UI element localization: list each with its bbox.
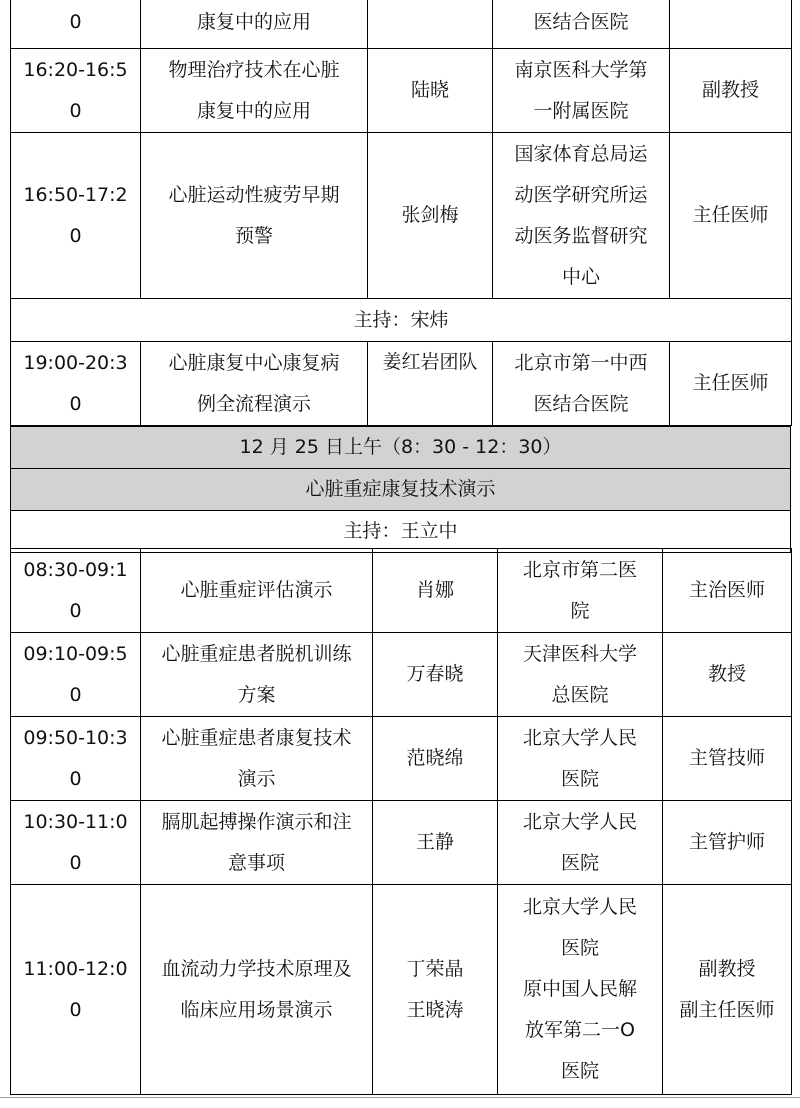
date-band xyxy=(11,427,791,469)
speaker-cell: 丁荣晶 王晓涛 xyxy=(373,885,498,1095)
moderator-cell: 主持：宋炜 xyxy=(11,299,792,342)
time-cell: 0 xyxy=(11,0,141,49)
org-cell: 天津医科大学 总医院 xyxy=(498,633,663,717)
time-cell: 08:30-09:1 0 xyxy=(11,549,141,633)
org-cell: 国家体育总局运 动医学研究所运 动医务监督研究 中心 xyxy=(493,133,670,299)
speaker-cell: 肖娜 xyxy=(373,549,498,633)
topic-cell: 心脏重症评估演示 xyxy=(141,549,373,633)
table-row xyxy=(11,549,792,633)
table-row xyxy=(11,885,792,1095)
table-row xyxy=(11,633,792,717)
org-cell: 北京市第一中西 医结合医院 xyxy=(493,342,670,426)
title-cell: 教授 xyxy=(663,633,792,717)
topic-cell: 物理治疗技术在心脏 康复中的应用 xyxy=(141,49,368,133)
time-cell: 09:10-09:5 0 xyxy=(11,633,141,717)
speaker-cell: 王静 xyxy=(373,801,498,885)
speaker-cell: 范晓绵 xyxy=(373,717,498,801)
org-cell: 北京大学人民 医院 xyxy=(498,801,663,885)
title-cell: 主管护师 xyxy=(663,801,792,885)
topic-cell: 血流动力学技术原理及 临床应用场景演示 xyxy=(141,885,373,1095)
table-row xyxy=(11,717,792,801)
table-row xyxy=(11,801,792,885)
speaker-cell: 陆晓 xyxy=(368,49,493,133)
topic-cell: 膈肌起搏操作演示和注 意事项 xyxy=(141,801,373,885)
title-cell: 副教授 副主任医师 xyxy=(663,885,792,1095)
table-row xyxy=(11,133,792,299)
topic-cell: 心脏重症患者康复技术 演示 xyxy=(141,717,373,801)
table-row xyxy=(11,342,792,426)
title-cell: 主任医师 xyxy=(670,342,792,426)
topic-cell: 心脏康复中心康复病 例全流程演示 xyxy=(141,342,368,426)
title-cell: 主任医师 xyxy=(670,133,792,299)
title-cell: 主管技师 xyxy=(663,717,792,801)
topic-cell: 心脏重症患者脱机训练 方案 xyxy=(141,633,373,717)
title-cell: 副教授 xyxy=(670,49,792,133)
topic-cell: 心脏运动性疲劳早期 预警 xyxy=(141,133,368,299)
speaker-cell: 姜红岩团队 xyxy=(368,342,493,426)
moderator-row xyxy=(11,299,792,342)
org-cell: 医结合医院 xyxy=(493,0,670,49)
time-cell: 10:30-11:0 0 xyxy=(11,801,141,885)
moderator-band xyxy=(11,511,791,553)
session-header-table xyxy=(10,426,791,553)
time-cell: 09:50-10:3 0 xyxy=(11,717,141,801)
session-band xyxy=(11,469,791,511)
table-row xyxy=(11,0,792,49)
table-row xyxy=(11,49,792,133)
org-cell: 北京市第二医 院 xyxy=(498,549,663,633)
title-cell: 主治医师 xyxy=(663,549,792,633)
org-cell: 北京大学人民 医院 原中国人民解 放军第二一O 医院 xyxy=(498,885,663,1095)
time-cell: 16:20-16:5 0 xyxy=(11,49,141,133)
speaker-cell: 张剑梅 xyxy=(368,133,493,299)
schedule-table-morning xyxy=(10,548,792,1095)
session-title-cell: 心脏重症康复技术演示 xyxy=(11,469,791,511)
time-cell: 16:50-17:2 0 xyxy=(11,133,141,299)
moderator-cell: 主持：王立中 xyxy=(11,511,791,553)
topic-cell: 康复中的应用 xyxy=(141,0,368,49)
time-cell: 19:00-20:3 0 xyxy=(11,342,141,426)
title-cell xyxy=(670,0,792,49)
speaker-cell: 万春晓 xyxy=(373,633,498,717)
schedule-table-afternoon xyxy=(10,0,792,426)
time-cell: 11:00-12:0 0 xyxy=(11,885,141,1095)
page-bottom-rule xyxy=(0,1097,800,1098)
date-cell: 12 月 25 日上午（8：30 - 12：30） xyxy=(11,427,791,469)
org-cell: 南京医科大学第 一附属医院 xyxy=(493,49,670,133)
org-cell: 北京大学人民 医院 xyxy=(498,717,663,801)
speaker-cell xyxy=(368,0,493,49)
